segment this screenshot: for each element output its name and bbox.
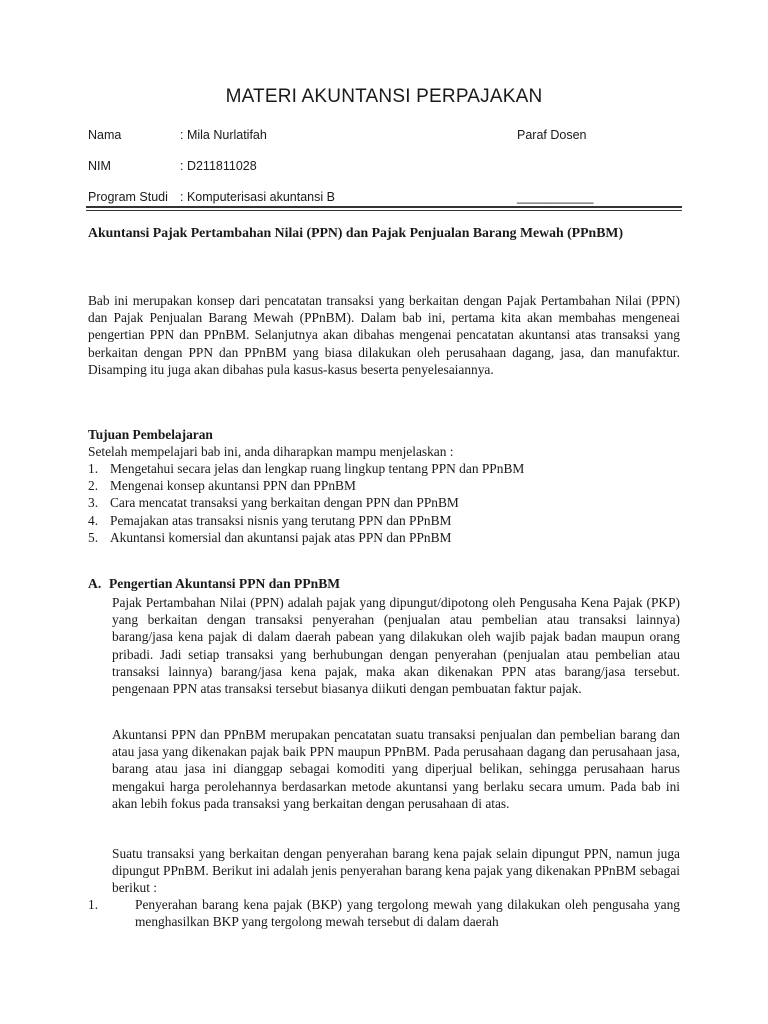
nama-value: : Mila Nurlatifah <box>180 128 267 142</box>
sub-item-text: Penyerahan barang kena pajak (BKP) yang tergolong mewah yang dilakukan oleh pengusaha yang menghasilkan BKP yang tergolong mewah tersebut di dalam daerah <box>135 897 680 930</box>
section-a-paragraph-2: Akuntansi PPN dan PPnBM merupakan pencatatan suatu transaksi penjualan dan pembelian barang dan atau jasa yang dikenakan pajak baik PPN maupun PPnBM. Pada perusahaan dagang dan perusahaan jasa, barang atau jasa ini dianggap sebagai komoditi yang diperjual belikan, sehingga perusahaan harus mengakui harga perolehannya berdasarkan metode akuntansi yang berlaku secara umum. Pada bab ini akan lebih fokus pada transaksi yang berkaitan dengan perusahaan di atas. <box>112 727 680 811</box>
document-title: MATERI AKUNTANSI PERPAJAKAN <box>225 86 543 107</box>
header-divider-thin <box>86 210 682 211</box>
header-divider-thick <box>86 206 682 208</box>
tujuan-heading: Tujuan Pembelajaran <box>88 427 213 442</box>
document-subtitle: Akuntansi Pajak Pertambahan Nilai (PPN) dan Pajak Penjualan Barang Mewah (PPnBM) <box>88 225 624 240</box>
prodi-value: : Komputerisasi akuntansi B <box>180 190 335 204</box>
list-item: 1. Mengetahui secara jelas dan lengkap ruang lingkup tentang PPN dan PPnBM <box>88 461 525 476</box>
section-a-number: A. <box>88 576 102 591</box>
nama-label: Nama <box>88 128 122 142</box>
list-item: 4. Pemajakan atas transaksi nisnis yang terutang PPN dan PPnBM <box>88 512 452 528</box>
nim-label: NIM <box>88 159 111 173</box>
prodi-label: Program Studi <box>88 190 168 204</box>
nim-value: : D211811028 <box>180 159 257 173</box>
section-a-paragraph-3: Suatu transaksi yang berkaitan dengan penyerahan barang kena pajak selain dipungut PPN, namun juga dipungut PPnBM. Berikut ini adalah jenis penyerahan barang kena pajak yang dikenakan PPnBM sebagai berikut : <box>112 846 680 896</box>
list-item: 5. Akuntansi komersial dan akuntansi pajak atas PPN dan PPnBM <box>88 529 452 545</box>
section-a-paragraph-1: Pajak Pertambahan Nilai (PPN) adalah pajak yang dipungut/dipotong oleh Pengusaha Kena Pajak (PKP) yang berkaitan dengan transaksi penyerahan (penjualan atau pembelian atau transaksi lainnya) barang/jasa kena pajak di dalam daerah pabean yang dilakukan oleh wajib pajak badan maupun orang pribadi. Jadi setiap transaksi yang berhubungan dengan penyerahan (penjualan atau pembelian atau transaksi lainnya) barang/jasa kena pajak, maka akan dikenakan PPN atas barang/jasa tersebut. pengenaan PPN atas transaksi tersebut biasanya diikuti dengan pembuatan faktur pajak. <box>112 595 680 697</box>
list-item: 2. Mengenai konsep akuntansi PPN dan PPnBM <box>88 478 356 494</box>
list-item: 3. Cara mencatat transaksi yang berkaitan dengan PPN dan PPnBM <box>88 495 459 511</box>
intro-paragraph: Bab ini merupakan konsep dari pencatatan transaksi yang berkaitan dengan Pajak Pertambahan Nilai (PPN) dan Pajak Penjualan Barang Mewah (PPnBM). Dalam bab ini, pertama kita akan membahas mengeneai pengertian PPN dan PPnBM. Selanjutnya akan dibahas mengenai pencatatan akuntansi atas transaksi yang berkaitan dengan PPN dan PPnBM yang biasa dilakukan oleh perusahaan dagang, jasa, dan manufaktur. Disamping itu juga akan dibahas pula kasus-kasus beserta penyelesaiannya. <box>88 293 680 377</box>
signature-line: ___________ <box>517 190 594 204</box>
sub-item-number: 1. <box>88 897 99 912</box>
paraf-dosen-label: Paraf Dosen <box>517 128 587 142</box>
tujuan-lead: Setelah mempelajari bab ini, anda diharapkan mampu menjelaskan : <box>88 444 454 459</box>
section-a-title: Pengertian Akuntansi PPN dan PPnBM <box>109 576 341 591</box>
tujuan-list <box>88 460 648 546</box>
